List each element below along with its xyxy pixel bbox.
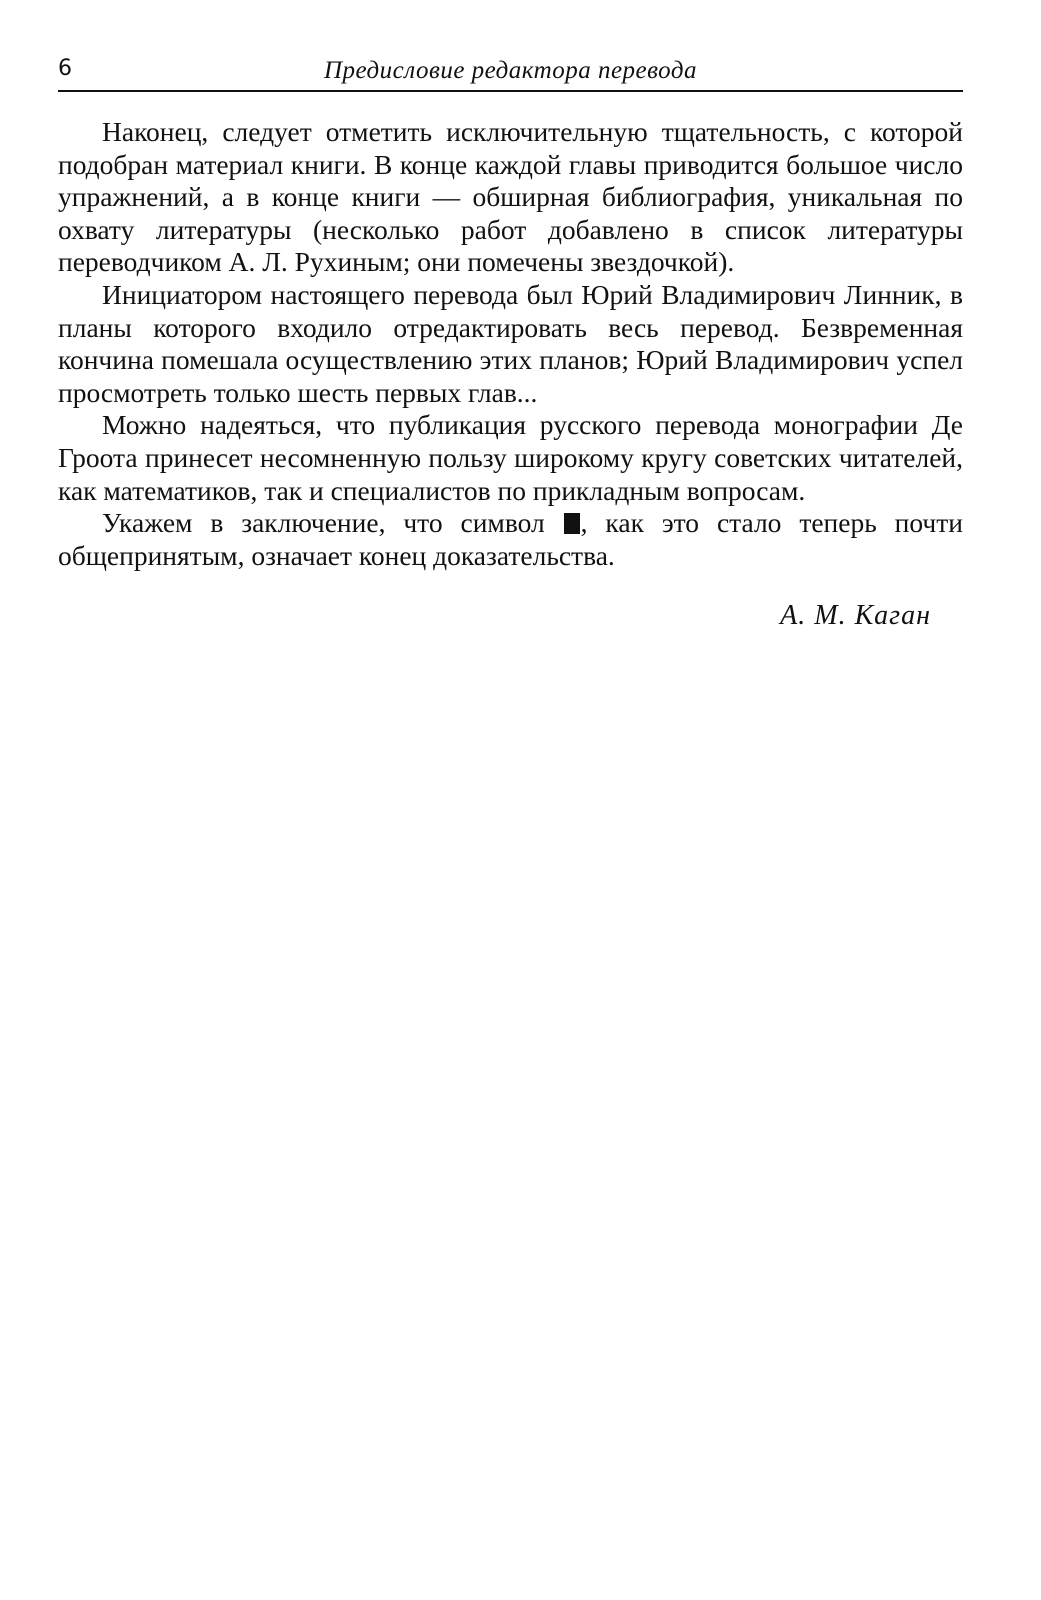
page-number: 6 xyxy=(58,56,72,81)
paragraph-2: Инициатором настоящего перевода был Юрий Владимирович Линник, в планы которого входило отредактировать весь перевод. Безвременная кончина помешала осуществлению этих планов; Юрий Владимирович успел просмотреть только шесть первых глав... xyxy=(58,278,963,408)
paragraph-3: Можно надеяться, что публикация русского перевода монографии Де Гроота принесет несомненную пользу широкому кругу советских читателей, как математиков, так и специалистов по прикладным вопросам. xyxy=(58,409,963,506)
page-header xyxy=(58,52,963,92)
document-page xyxy=(58,52,963,632)
end-of-proof-icon xyxy=(564,513,580,534)
page-body xyxy=(58,116,963,572)
author-signature: А. М. Каган xyxy=(780,600,931,632)
paragraph-4-text-after: , как это стало теперь почти общепринятым, означает конец доказательства. xyxy=(58,507,963,571)
paragraph-4 xyxy=(58,507,963,572)
paragraph-1: Наконец, следует отметить исключительную тщательность, с которой подобран материал книги. В конце каждой главы приводится большое число упражнений, а в конце книги — обширная библиография, уникальная по охвату литературы (несколько работ добавлено в список литературы переводчиком А. Л. Рухиным; они помечены звездочкой). xyxy=(58,116,963,278)
paragraph-4-text-before: Укажем в заключение, что символ xyxy=(102,507,545,539)
running-title: Предисловие редактора перевода xyxy=(324,57,697,84)
